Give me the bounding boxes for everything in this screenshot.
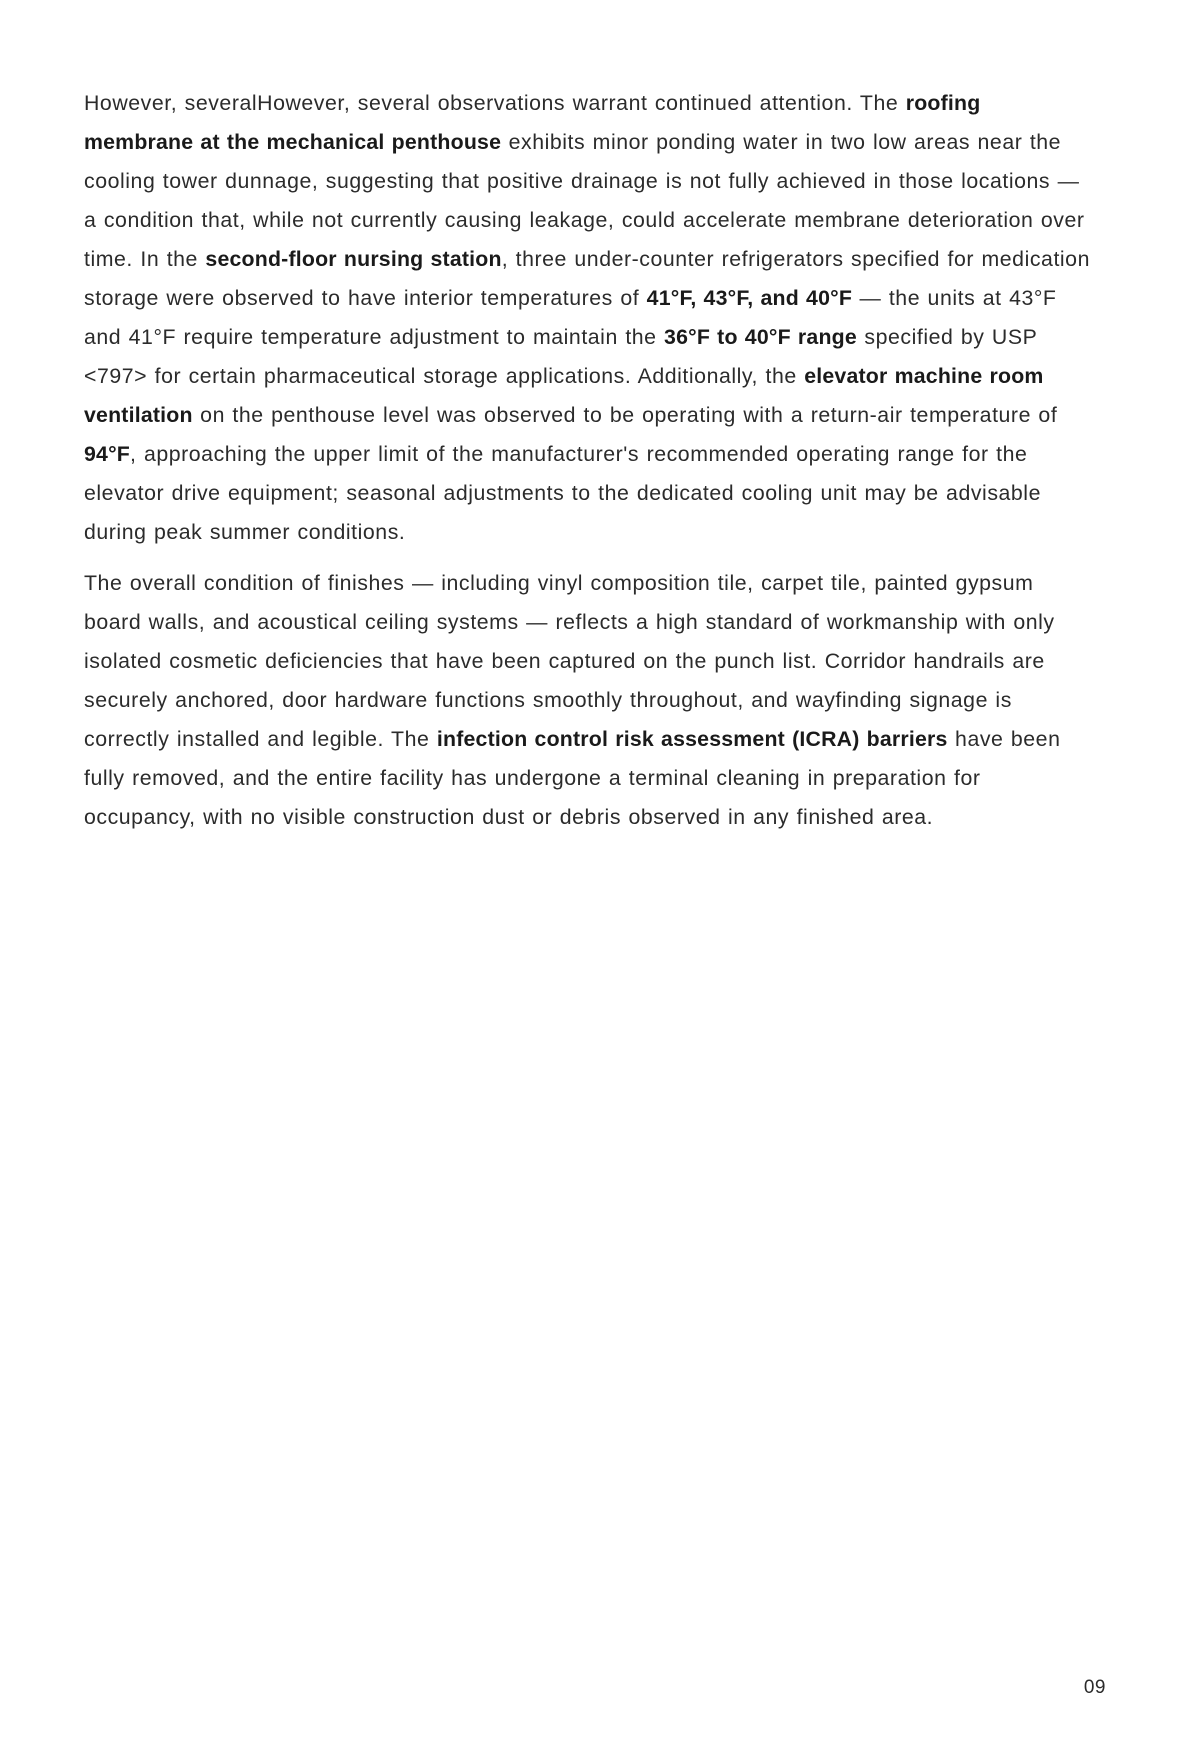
bold-text-roofing-membrane: roofing membrane at the mechanical penthouse (84, 91, 981, 154)
bold-text-temperatures: 41°F, 43°F, and 40°F (646, 286, 853, 310)
text-run: However, severalHowever, several observations warrant continued attention. The (84, 91, 906, 115)
text-run: have been fully removed, and the entire facility has undergone a terminal cleaning in preparation for occupancy, with no visible construction dust or debris observed in any finished area. (84, 727, 1061, 829)
text-run: exhibits minor ponding water in two low areas near the cooling tower dunnage, suggesting that positive drainage is not fully achieved in those locations — a condition that, while not currently causing leakage, could accelerate membrane deterioration over time. In the (84, 130, 1085, 271)
paragraph-finishes (84, 564, 1094, 837)
text-run: on the penthouse level was observed to be operating with a return-air temperature of (192, 403, 1058, 427)
bold-text-elevator-ventilation: elevator machine room ventilation (84, 364, 1044, 427)
bold-text-icra-barriers: infection control risk assessment (ICRA) barriers (436, 727, 948, 751)
text-run: , three under-counter refrigerators specified for medication storage were observed to have interior temperatures of (84, 247, 1090, 310)
text-run: — the units at 43°F and 41°F require temperature adjustment to maintain the (84, 286, 1057, 349)
text-run: , approaching the upper limit of the manufacturer's recommended operating range for the elevator drive equipment; seasonal adjustments to the dedicated cooling unit may be advisable during peak summer conditions. (84, 442, 1041, 544)
bold-text-return-air-temperature: 94°F (84, 442, 131, 466)
text-run: The overall condition of finishes — including vinyl composition tile, carpet tile, painted gypsum board walls, and acoustical ceiling systems — reflects a high standard of workmanship with only isolated cosmetic deficiencies that have been captured on the punch list. Corridor handrails are securely anchored, door hardware functions smoothly throughout, and wayfinding signage is correctly installed and legible. The (84, 571, 1055, 751)
text-run: specified by USP <797> for certain pharmaceutical storage applications. Additionally, the (84, 325, 1037, 388)
bold-text-nursing-station: second-floor nursing station (205, 247, 502, 271)
page-number: 09 (1083, 1677, 1106, 1698)
paragraph-observations (84, 84, 1094, 552)
body-text (84, 84, 1094, 849)
bold-text-temperature-range: 36°F to 40°F range (664, 325, 857, 349)
